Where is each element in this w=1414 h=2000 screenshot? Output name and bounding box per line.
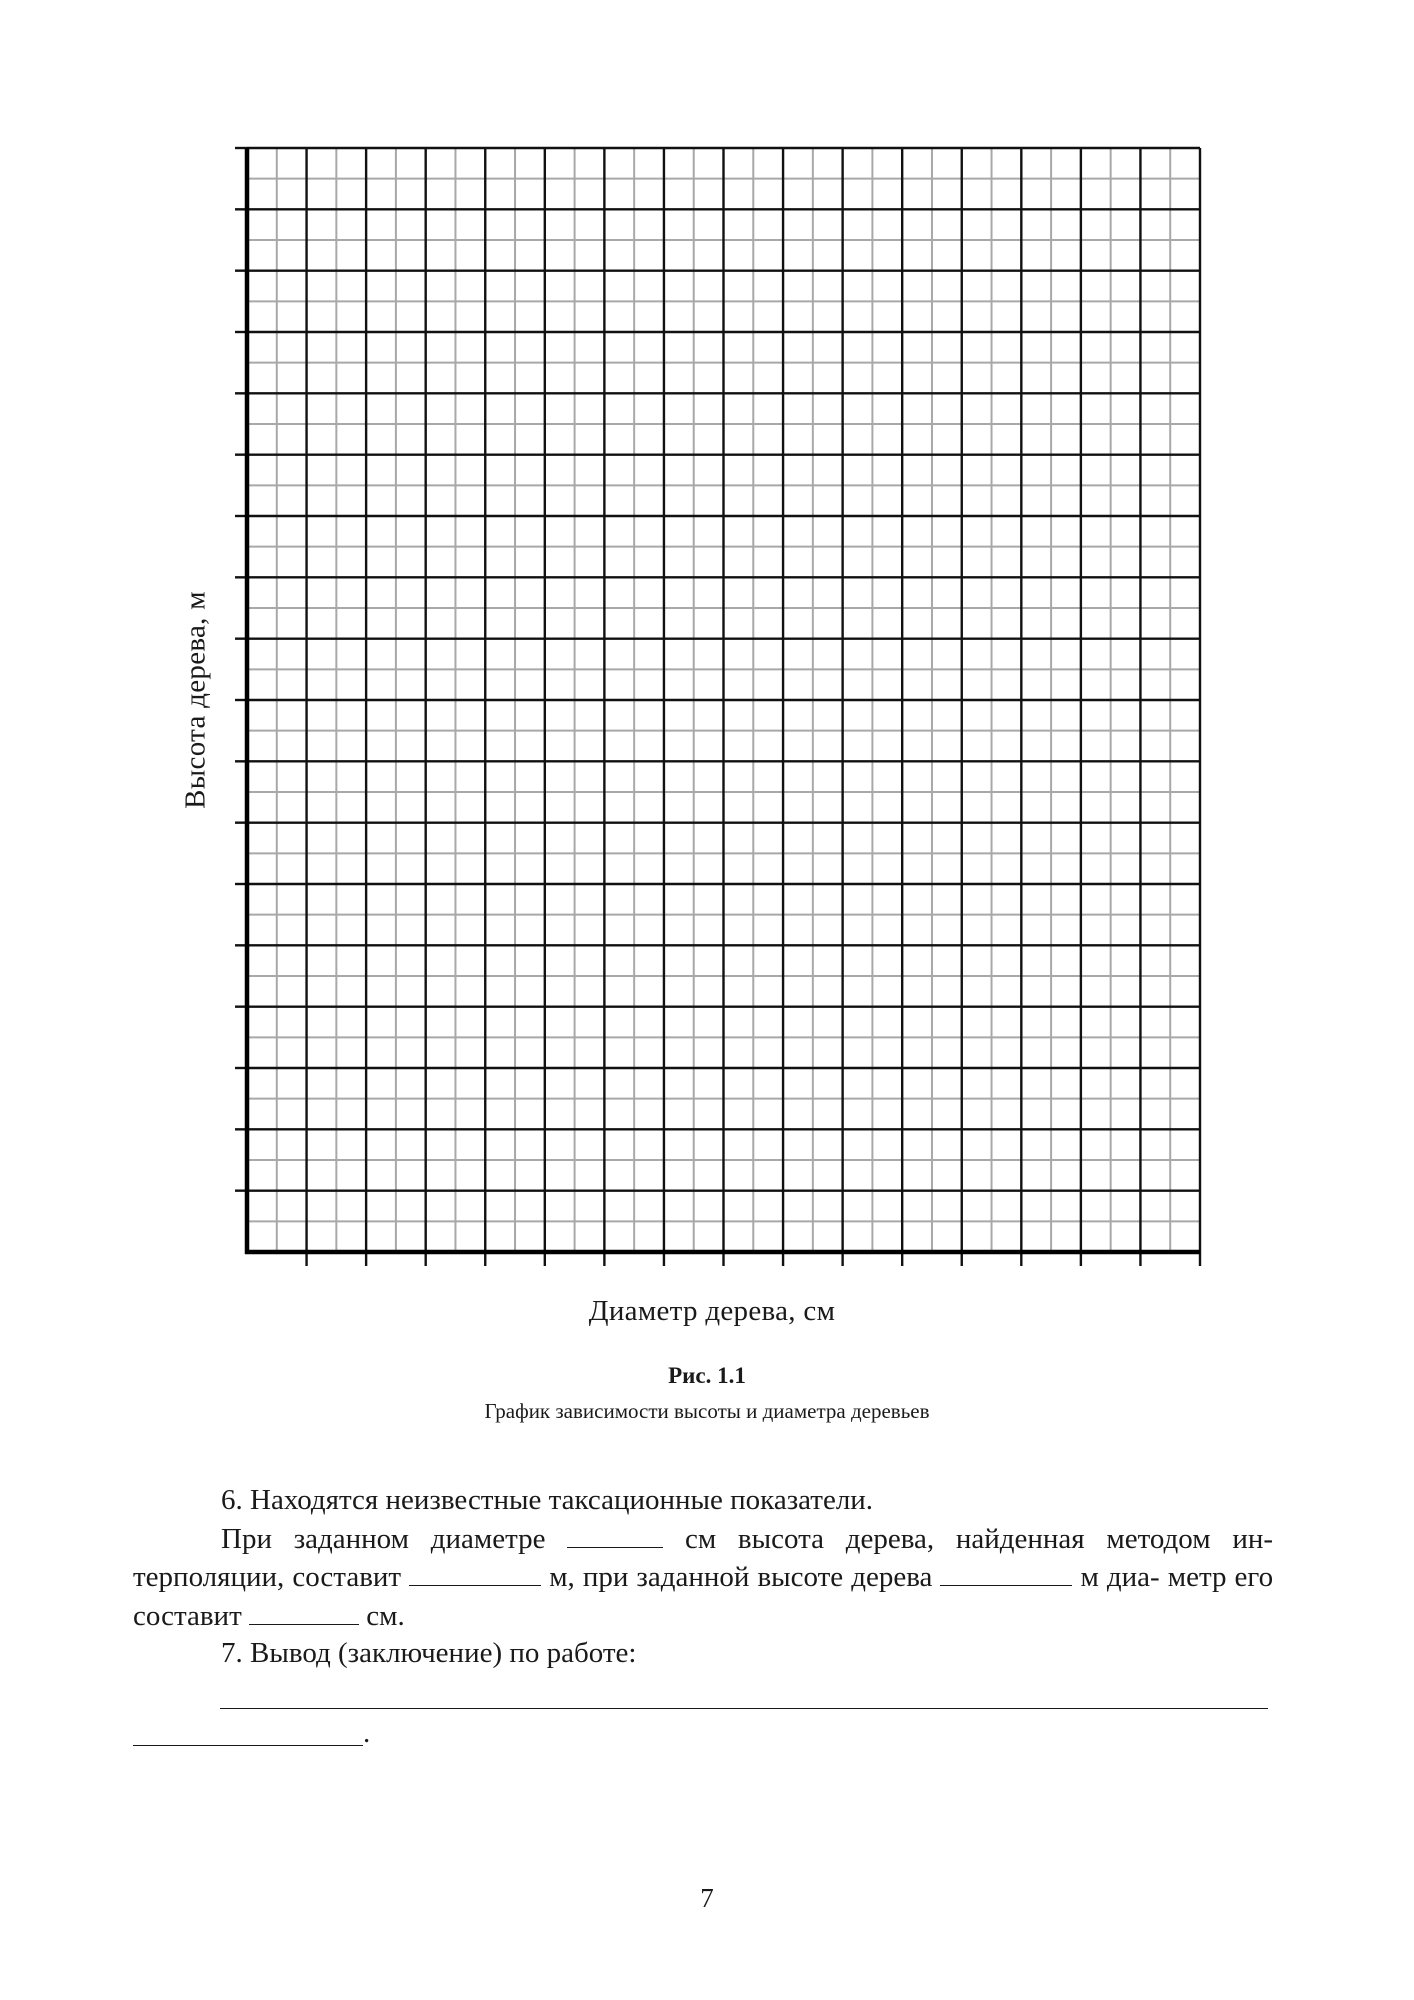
item-6-paragraph — [133, 1520, 1273, 1636]
item-6-heading: 6. Находятся неизвестные таксационные показатели. — [221, 1484, 874, 1516]
figure-caption: График зависимости высоты и диаметра деревьев — [484, 1399, 930, 1423]
height-blank[interactable] — [409, 1558, 541, 1586]
body-text — [133, 1482, 1273, 1673]
page-number: 7 — [700, 1883, 714, 1913]
item-6-text-7: см. — [366, 1599, 405, 1632]
item-6-text-1: При заданном диаметре — [221, 1522, 546, 1555]
conclusion-line-1[interactable] — [220, 1708, 1268, 1709]
y-axis-label: Высота дерева, м — [179, 591, 212, 809]
item-6-text-4: м, при заданной высоте дерева — [549, 1561, 933, 1593]
conclusion-period: . — [363, 1717, 371, 1749]
item-6-text-6: метр его составит — [133, 1561, 1274, 1632]
result-diameter-blank[interactable] — [249, 1597, 359, 1625]
item-6-text-3: терполяции, составит — [133, 1561, 402, 1593]
item-7-heading: 7. Вывод (заключение) по работе: — [221, 1637, 637, 1669]
diameter-blank[interactable] — [567, 1520, 663, 1548]
item-6-text-5: м диа- — [1080, 1561, 1160, 1593]
figure-number: Рис. 1.1 — [668, 1363, 746, 1388]
given-height-blank[interactable] — [940, 1558, 1072, 1586]
grid-major-lines — [247, 148, 1200, 1252]
x-axis-label: Диаметр дерева, см — [588, 1295, 836, 1327]
item-6-text-2: см высота дерева, найденная методом ин- — [684, 1522, 1274, 1555]
conclusion-line-2[interactable] — [133, 1745, 363, 1746]
